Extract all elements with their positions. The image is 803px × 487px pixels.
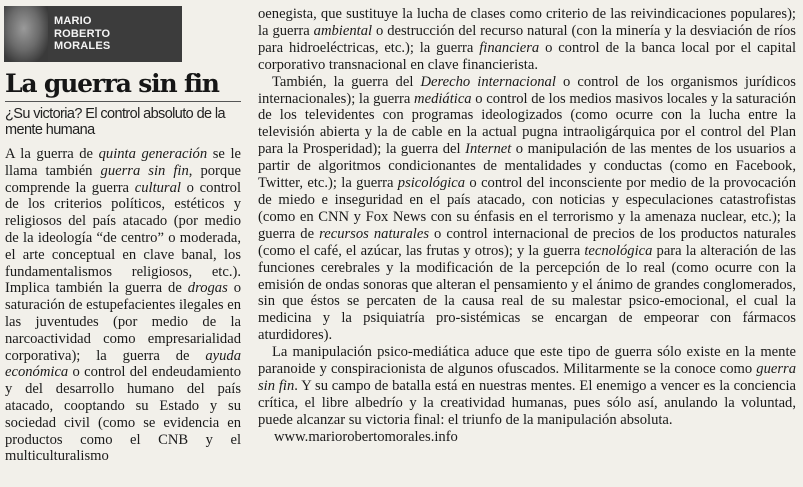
text-run: para la alteración de las funciones cerebrales y la modificación de la percepción de lo real (como ocurre con la emisión de ondas sonoras que alteran el pensamiento y el ánimo de grandes conglomerados, sin que éstos se percaten de la causa real de su malestar psico-emocional, el cual la medicina y la psiquiatría pro-sistémicas se encargan de empeorar con fármacos aturdidores). bbox=[258, 242, 797, 344]
text-run: o manipulación de las mentes de los usuarios a partir de algoritmos condicionantes de mentalidades y conductas (como en Facebook, Twitter, etc.); la guerra bbox=[258, 141, 797, 192]
article-headline: La guerra sin fin bbox=[5, 69, 219, 98]
text-run: La manipulación psico-mediática aduce que este tipo de guerra sólo existe en la mente paranoide y conspiracionista de algunos ofuscados. Militarmente se la conoce como bbox=[258, 344, 796, 378]
italic-term: guerra sin fin bbox=[100, 162, 189, 179]
author-name bbox=[48, 6, 182, 62]
text-run: o control del endeudamiento y del desarrollo humano del país atacado, cooptando su Estado y su sociedad civil (como se evidencia en productos como el CNB y el multiculturalismo bbox=[5, 364, 241, 465]
author-photo bbox=[4, 6, 48, 62]
paragraph bbox=[258, 344, 796, 429]
italic-term: psicológica bbox=[397, 175, 466, 192]
text-run: , porque comprende la guerra bbox=[5, 162, 241, 196]
article-subheadline: ¿Su victoria? El control absoluto de la mente humana bbox=[5, 106, 226, 138]
italic-term: ambiental bbox=[313, 22, 373, 39]
italic-term: mediática bbox=[414, 90, 472, 107]
paragraph bbox=[5, 146, 241, 465]
paragraph bbox=[258, 6, 796, 74]
text-run: o control de los medios masivos locales y la saturación de los televidentes con programas ideologizados (como ocurre con la lucha entre la televisión abierta y la de cable en la actual pugna intraoligárquica por el control del Plan para la Prosperidad); la guerra del bbox=[258, 90, 796, 158]
author-last-name: MORALES bbox=[54, 40, 111, 53]
author-middle-name: ROBERTO bbox=[54, 27, 111, 40]
author-byline bbox=[4, 6, 182, 62]
italic-term: tecnológica bbox=[584, 242, 653, 259]
text-run: o control de los organismos jurídicos internacionales); la guerra bbox=[258, 73, 796, 107]
right-column bbox=[258, 6, 796, 446]
paragraph bbox=[258, 74, 796, 345]
italic-term: Internet bbox=[465, 141, 512, 158]
text-run: se le llama también bbox=[5, 146, 241, 179]
text-run: o control internacional de precios de los productos naturales (como el café, el azúcar, las frutas y otros); y la guerra bbox=[258, 225, 796, 259]
text-run: o control del inconsciente por medio de la provocación de miedo e inseguridad en el país atacado, con noticias y especulaciones catastrofistas (como en CNN y Fox News con su énfasis en el terrorismo y la amenaza nuclear, etc.); la guerra de bbox=[258, 175, 796, 242]
italic-term: recursos naturales bbox=[319, 225, 429, 242]
italic-term: quinta generación bbox=[98, 146, 208, 162]
left-column bbox=[5, 146, 241, 465]
italic-term: cultural bbox=[134, 179, 181, 196]
italic-term: drogas bbox=[187, 280, 228, 297]
author-first-name: MARIO bbox=[54, 15, 92, 28]
text-run: oenegista, que sustituye la lucha de clases como criterio de las reivindicaciones populares); la guerra bbox=[258, 6, 796, 39]
text-run: o control de la banca local por el capital corporativo transnacional en clave financierista. bbox=[258, 39, 796, 73]
text-run: También, la guerra del bbox=[272, 73, 421, 90]
text-run: o saturación de estupefacientes ilegales en las juventudes (por medio de la narcoactividad como empresarialidad corporativa); la guerra de bbox=[5, 280, 241, 364]
italic-term: Derecho internacional bbox=[420, 73, 556, 90]
text-run: o control de los criterios políticos, estéticos y religiosos del país atacado (por medio de la ideología “de centro” o moderada, el arte conceptual en clave banal, los fundamentalismos religiosos, etc.). Implica también la guerra de bbox=[5, 179, 242, 297]
italic-term: guerra sin fin bbox=[258, 361, 796, 394]
headline-divider bbox=[5, 101, 241, 102]
italic-term: ayuda económica bbox=[5, 347, 241, 381]
italic-term: financiera bbox=[479, 39, 540, 56]
text-run: A la guerra de bbox=[5, 146, 99, 162]
text-run: o destrucción del recurso natural (con la minería y la desviación de ríos para hidroeléctricas, etc.); la guerra bbox=[258, 22, 796, 56]
author-website-link[interactable]: www.mariorobertomorales.info bbox=[274, 428, 458, 445]
text-run: . Y su campo de batalla está en nuestras mentes. El enemigo a vencer es la conciencia crítica, el libre albedrío y la creatividad humanas, pues sólo así, anulando la voluntad, puede alcanzar su victoria final: el triunfo de la manipulación absoluta. bbox=[258, 377, 796, 428]
